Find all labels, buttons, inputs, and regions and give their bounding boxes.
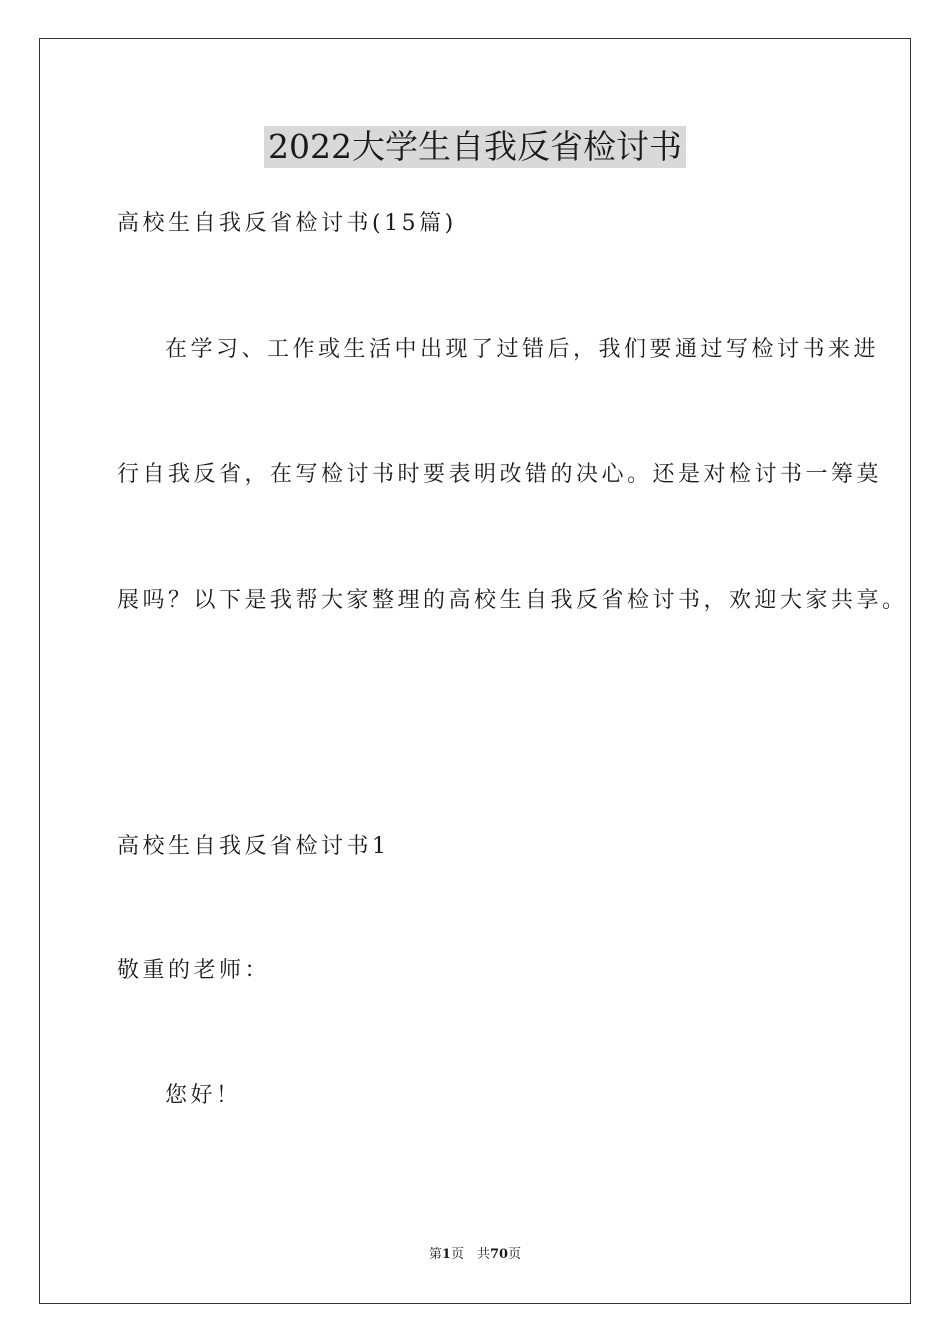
title-container bbox=[0, 126, 950, 168]
intro-line-2: 行自我反省，在写检讨书时要表明改错的决心。还是对检讨书一筹莫 bbox=[117, 462, 883, 487]
intro-line-3: 展吗？以下是我帮大家整理的高校生自我反省检讨书，欢迎大家共享。 bbox=[117, 588, 908, 613]
salutation: 敬重的老师： bbox=[117, 958, 271, 983]
document-subtitle: 高校生自我反省检讨书(15篇) bbox=[117, 211, 457, 236]
footer-total-pages: 70 bbox=[489, 1247, 509, 1262]
footer-suffix: 页 bbox=[508, 1247, 522, 1262]
intro-line-1: 在学习、工作或生活中出现了过错后，我们要通过写检讨书来进 bbox=[165, 337, 880, 362]
greeting: 您好！ bbox=[165, 1083, 242, 1108]
footer-current-page: 1 bbox=[441, 1247, 451, 1262]
document-title: 2022大学生自我反省检讨书 bbox=[264, 126, 686, 168]
footer-middle: 页 共 bbox=[450, 1247, 490, 1262]
page-footer bbox=[0, 1246, 950, 1264]
section-heading: 高校生自我反省检讨书1 bbox=[117, 834, 390, 859]
footer-prefix: 第 bbox=[428, 1247, 442, 1262]
